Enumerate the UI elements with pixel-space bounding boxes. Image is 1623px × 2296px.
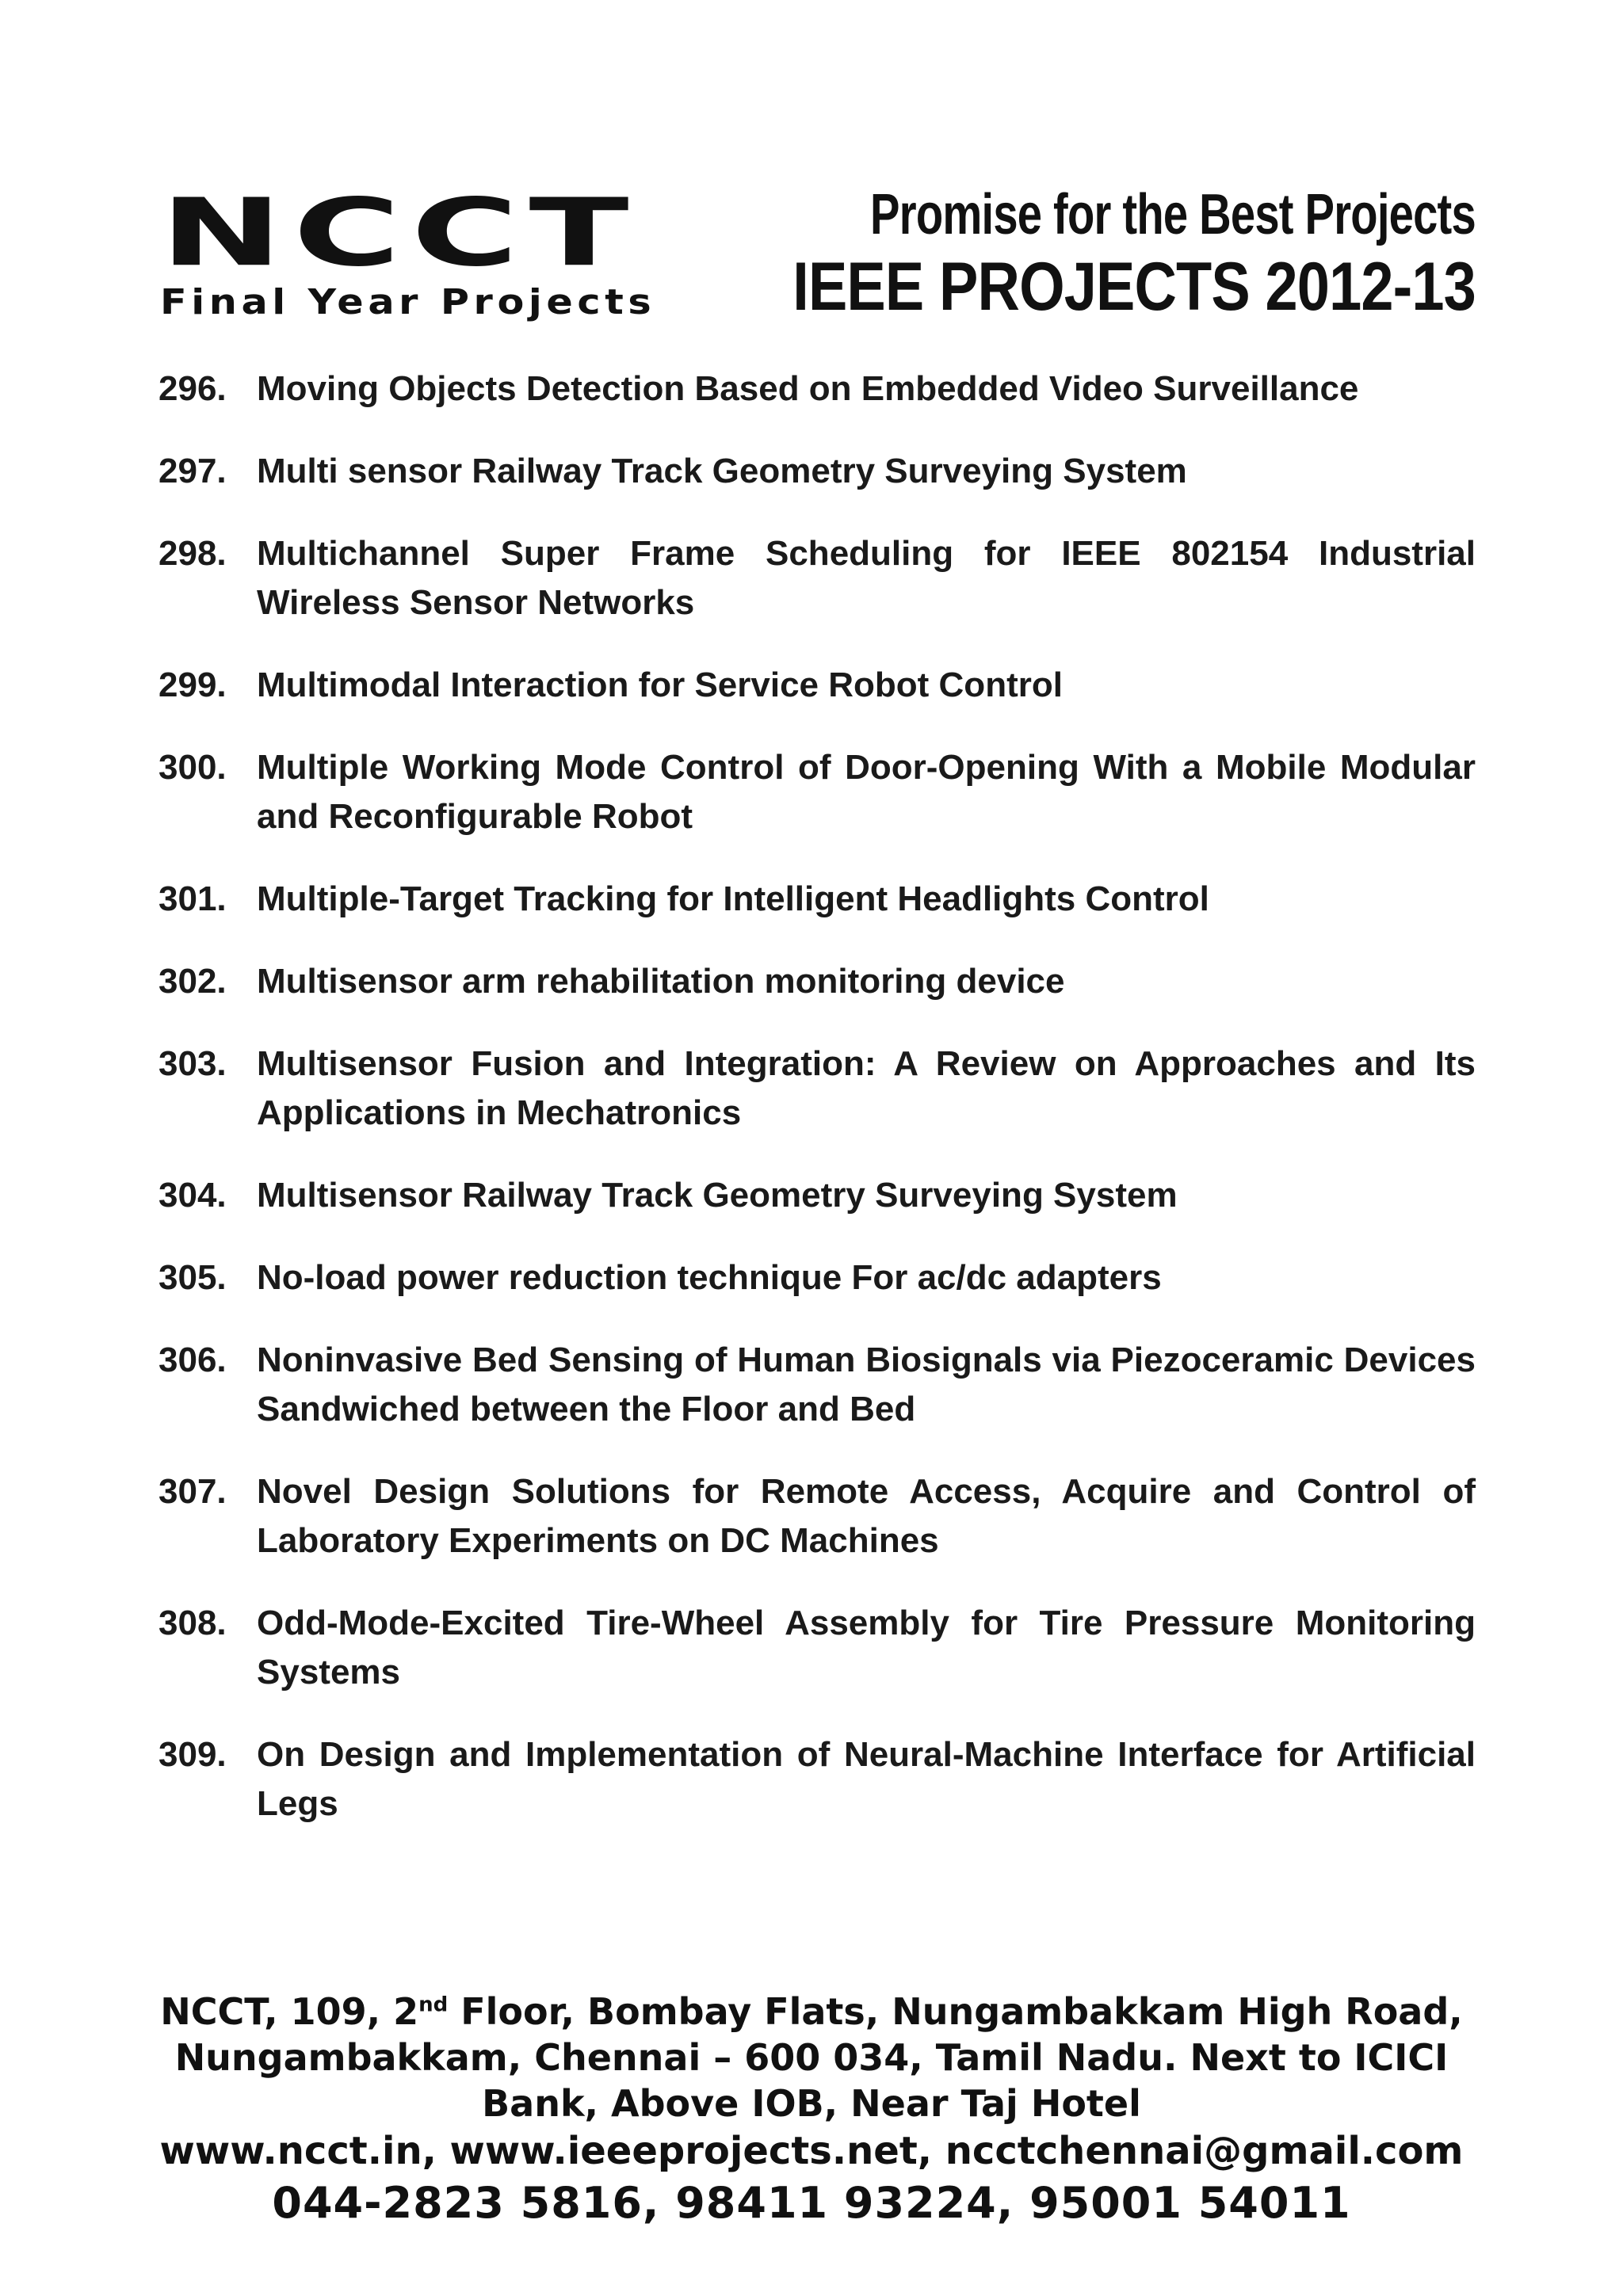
project-number: 304.: [158, 1176, 227, 1215]
project-title: Moving Objects Detection Based on Embedded Video Surveillance: [257, 369, 1359, 408]
project-number: 301.: [158, 879, 227, 918]
project-item: [158, 447, 1476, 496]
project-number: 297.: [158, 452, 227, 490]
project-title: Novel Design Solutions for Remote Access, Acquire and Control of Laboratory Experiments on DC Machines: [257, 1472, 1476, 1560]
project-number: 307.: [158, 1472, 227, 1511]
project-item: [158, 529, 1476, 627]
project-title: No-load power reduction technique For ac/dc adapters: [257, 1258, 1162, 1297]
project-item: [158, 1599, 1476, 1697]
project-title: Multimodal Interaction for Service Robot Control: [257, 666, 1063, 704]
project-number: 296.: [158, 369, 227, 408]
project-item: [158, 1039, 1476, 1138]
logo-wordmark: NCCT: [160, 178, 640, 288]
project-title: Multi sensor Railway Track Geometry Surveying System: [257, 452, 1187, 490]
address-part-1: NCCT, 109, 2: [160, 1990, 419, 2033]
project-number: 309.: [158, 1735, 227, 1774]
project-title: Multiple-Target Tracking for Intelligent Headlights Control: [257, 879, 1209, 918]
project-title: Multiple Working Mode Control of Door-Opening With a Mobile Modular and Reconfigurable Robot: [257, 748, 1476, 836]
project-number: 305.: [158, 1258, 227, 1297]
project-item: [158, 364, 1476, 414]
project-title: Noninvasive Bed Sensing of Human Biosignals via Piezoceramic Devices Sandwiched between the Floor and Bed: [257, 1341, 1476, 1428]
footer-contact: [119, 1989, 1504, 2231]
address-part-2: Floor, Bombay Flats, Nungambakkam High Road, Nungambakkam, Chennai – 600 034, Tamil Nadu. Next to ICICI Bank, Above IOB, Near Taj Hotel: [174, 1990, 1463, 2125]
project-title: Odd-Mode-Excited Tire-Wheel Assembly for Tire Pressure Monitoring Systems: [257, 1604, 1476, 1691]
project-item: [158, 743, 1476, 841]
project-item: [158, 957, 1476, 1006]
project-title: Multisensor Fusion and Integration: A Review on Approaches and Its Applications in Mechatronics: [257, 1044, 1476, 1132]
project-number: 306.: [158, 1341, 227, 1379]
footer-websites: www.ncct.in, www.ieeeprojects.net, ncctchennai@gmail.com: [159, 2129, 1464, 2173]
project-number: 300.: [158, 748, 227, 787]
project-number: 308.: [158, 1604, 227, 1642]
header-promo: [682, 184, 1476, 325]
project-title: Multisensor arm rehabilitation monitoring device: [257, 962, 1065, 1001]
page-title: IEEE PROJECTS 2012-13: [792, 249, 1476, 325]
project-number: 299.: [158, 666, 227, 704]
project-number: 298.: [158, 534, 227, 573]
project-item: [158, 1467, 1476, 1566]
project-list: [158, 364, 1476, 1862]
address-ordinal-suffix: nd: [418, 1993, 449, 2017]
project-number: 302.: [158, 962, 227, 1001]
project-item: [158, 1171, 1476, 1220]
project-item: [158, 875, 1476, 924]
logo: [160, 178, 715, 322]
project-title: On Design and Implementation of Neural-Machine Interface for Artificial Legs: [257, 1735, 1476, 1823]
logo-tagline: Final Year Projects: [160, 282, 656, 322]
project-item: [158, 1253, 1476, 1302]
project-number: 303.: [158, 1044, 227, 1083]
promise-heading: Promise for the Best Projects: [870, 183, 1476, 246]
footer-address: [119, 1989, 1504, 2126]
footer-phones: 044-2823 5816, 98411 93224, 95001 54011: [272, 2178, 1351, 2228]
project-item: [158, 661, 1476, 710]
project-title: Multichannel Super Frame Scheduling for IEEE 802154 Industrial Wireless Sensor Networks: [257, 534, 1476, 622]
project-item: [158, 1336, 1476, 1434]
project-title: Multisensor Railway Track Geometry Surveying System: [257, 1176, 1178, 1215]
project-item: [158, 1730, 1476, 1829]
